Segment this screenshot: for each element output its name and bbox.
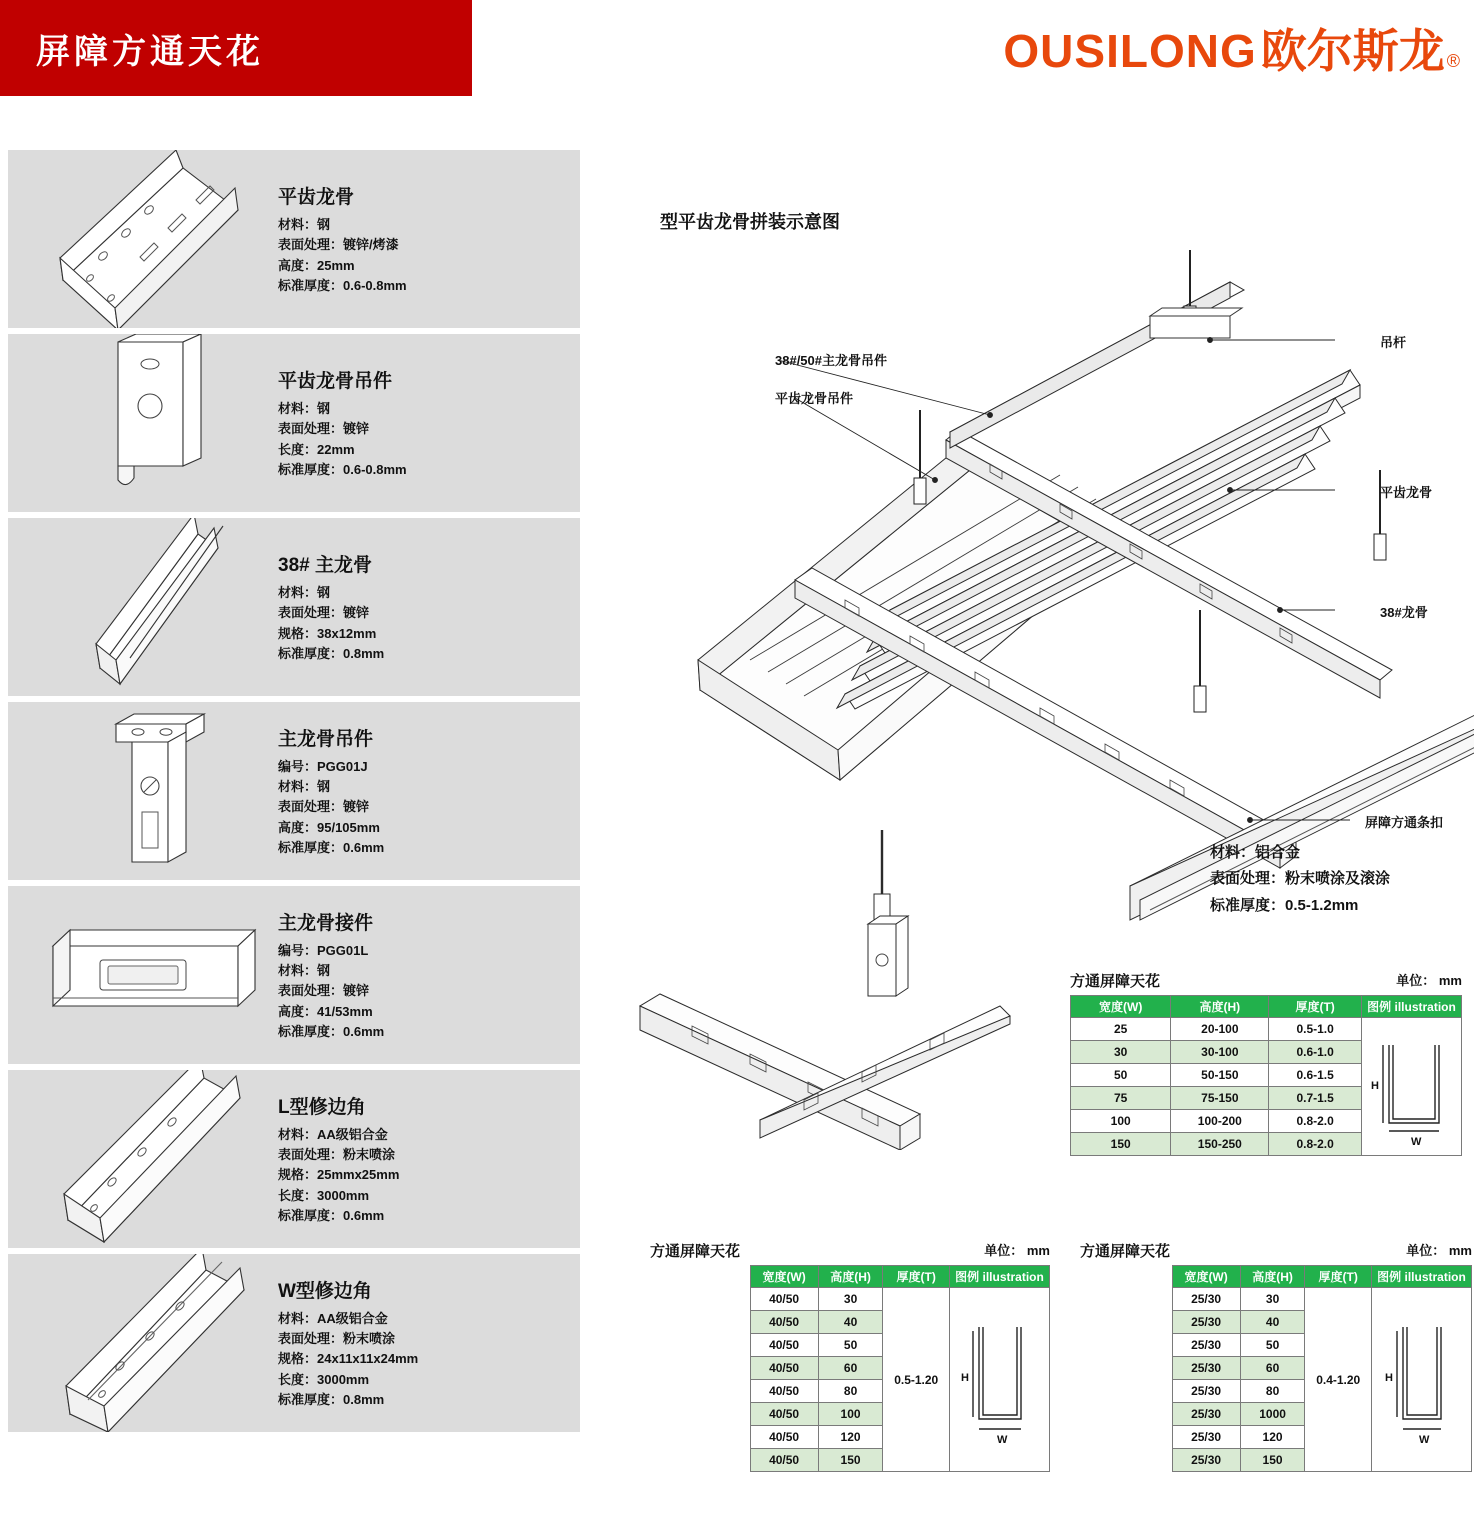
part-specs — [278, 941, 570, 1042]
cell-height: 120 — [1240, 1426, 1305, 1449]
cell-height: 40 — [1240, 1311, 1305, 1334]
part-card — [8, 518, 580, 696]
parts-list — [8, 150, 580, 1438]
cross-joint-detail-drawing — [600, 820, 1020, 1150]
cell-width: 40/50 — [750, 1449, 818, 1472]
part-title: 38# 主龙骨 — [278, 555, 372, 577]
part-spec-line: 表面处理：镀锌 — [278, 421, 370, 437]
column-header-thickness: 厚度(T) — [883, 1266, 950, 1288]
cell-width: 40/50 — [750, 1311, 818, 1334]
diagram-title: 型平齿龙骨拼装示意图 — [660, 212, 840, 232]
cell-blank — [1080, 1357, 1172, 1380]
part-specs — [278, 215, 570, 296]
part-spec-line: 材料：AA级铝合金 — [278, 1127, 388, 1143]
cell-height: 60 — [818, 1357, 883, 1380]
cell-height: 80 — [818, 1380, 883, 1403]
cell-height: 40 — [818, 1311, 883, 1334]
cell-width: 40/50 — [750, 1334, 818, 1357]
cell-blank — [1080, 1380, 1172, 1403]
part-spec-line: 标准厚度：0.6mm — [278, 839, 385, 855]
cell-height: 30 — [1240, 1288, 1305, 1311]
part-card — [8, 1254, 580, 1432]
table-caption: 方通屏障天花 — [650, 1243, 741, 1260]
table-unit: 单位： mm — [1396, 973, 1462, 988]
cell-height: 120 — [818, 1426, 883, 1449]
table-row — [1071, 1018, 1462, 1041]
cell-width: 25/30 — [1172, 1334, 1240, 1357]
part-spec-line: 标准厚度：0.8mm — [278, 1391, 385, 1407]
cell-width: 40/50 — [750, 1426, 818, 1449]
cell-height: 150 — [818, 1449, 883, 1472]
cell-height: 50 — [818, 1334, 883, 1357]
main-runner-icon — [8, 518, 278, 696]
part-specs — [278, 757, 570, 858]
cell-width: 25/30 — [1172, 1288, 1240, 1311]
part-spec-line: 材料：钢 — [278, 217, 331, 233]
part-title: 主龙骨接件 — [278, 913, 374, 935]
part-title: 平齿龙骨吊件 — [278, 371, 393, 393]
part-spec-line: 标准厚度：0.6mm — [278, 1207, 385, 1223]
cell-width: 25/30 — [1172, 1311, 1240, 1334]
svg-text:H: H — [1371, 1079, 1379, 1092]
cell-height: 30-100 — [1171, 1041, 1269, 1064]
cell-blank — [650, 1403, 750, 1426]
part-info — [278, 1092, 580, 1226]
part-spec-line: 表面处理：镀锌 — [278, 605, 370, 621]
table-header-row — [650, 1266, 1050, 1288]
cell-height: 1000 — [1240, 1403, 1305, 1426]
cell-blank — [650, 1380, 750, 1403]
cell-height: 50-150 — [1171, 1064, 1269, 1087]
panel-note-line: 材料：铝合金 — [1210, 844, 1301, 861]
cell-width: 30 — [1071, 1041, 1171, 1064]
table-caption: 方通屏障天花 — [1070, 973, 1161, 990]
part-info — [278, 366, 580, 480]
table-caption: 方通屏障天花 — [1080, 1243, 1171, 1260]
cell-blank — [1080, 1426, 1172, 1449]
part-spec-line: 长度：3000mm — [278, 1371, 370, 1387]
cell-blank — [1080, 1334, 1172, 1357]
part-info — [278, 182, 580, 296]
hanger-clip-icon — [8, 334, 278, 512]
cell-height: 50 — [1240, 1334, 1305, 1357]
part-title: W型修边角 — [278, 1281, 372, 1303]
cell-width: 25/30 — [1172, 1380, 1240, 1403]
cell-width: 40/50 — [750, 1357, 818, 1380]
table-unit: 单位： mm — [984, 1243, 1050, 1258]
part-spec-line: 编号：PGG01J — [278, 759, 368, 775]
cell-height: 75-150 — [1171, 1087, 1269, 1110]
cell-width: 75 — [1071, 1087, 1171, 1110]
spec-table-block-3 — [1080, 1240, 1472, 1472]
profile-illustration-icon — [1375, 1305, 1467, 1455]
column-header-height: 高度(H) — [818, 1266, 883, 1288]
part-info — [278, 550, 580, 664]
part-spec-line: 材料：AA级铝合金 — [278, 1311, 388, 1327]
part-specs — [278, 1309, 570, 1410]
cell-thickness: 0.7-1.5 — [1269, 1087, 1362, 1110]
assembly-diagram-area — [590, 150, 1474, 1510]
svg-text:W: W — [1419, 1433, 1430, 1446]
cell-thickness: 0.5-1.0 — [1269, 1018, 1362, 1041]
column-header-height: 高度(H) — [1240, 1266, 1305, 1288]
part-spec-line: 编号：PGG01L — [278, 943, 369, 959]
callout-furring-hanger: 平齿龙骨吊件 — [775, 391, 854, 406]
part-spec-line: 表面处理：粉末喷涂 — [278, 1331, 396, 1347]
column-header-width: 宽度(W) — [1071, 996, 1171, 1018]
cell-height: 100 — [818, 1403, 883, 1426]
part-title: L型修边角 — [278, 1097, 366, 1119]
cell-blank — [650, 1311, 750, 1334]
profile-illustration-icon — [953, 1305, 1045, 1455]
cell-width: 50 — [1071, 1064, 1171, 1087]
part-spec-line: 标准厚度：0.6mm — [278, 1023, 385, 1039]
part-card — [8, 886, 580, 1064]
svg-text:H: H — [961, 1371, 969, 1384]
cell-width: 25/30 — [1172, 1449, 1240, 1472]
part-card — [8, 1070, 580, 1248]
cell-thickness: 0.8-2.0 — [1269, 1133, 1362, 1156]
page-title: 屏障方通天花 — [36, 32, 264, 71]
brand-area — [472, 0, 1482, 96]
part-spec-line: 高度：95/105mm — [278, 819, 380, 835]
part-specs — [278, 583, 570, 664]
part-spec-line: 规格：38x12mm — [278, 625, 377, 641]
part-spec-line: 高度：25mm — [278, 257, 355, 273]
part-spec-line: 长度：22mm — [278, 441, 355, 457]
cell-width: 100 — [1071, 1110, 1171, 1133]
cell-blank — [650, 1334, 750, 1357]
part-info — [278, 1276, 580, 1410]
cell-width: 25/30 — [1172, 1426, 1240, 1449]
page-header — [0, 0, 1482, 96]
part-specs — [278, 1125, 570, 1226]
cell-height: 80 — [1240, 1380, 1305, 1403]
callout-hanger-rod: 吊杆 — [1380, 335, 1407, 350]
part-title: 主龙骨吊件 — [278, 729, 374, 751]
part-spec-line: 表面处理：镀锌 — [278, 799, 370, 815]
part-spec-line: 表面处理：镀锌/烤漆 — [278, 237, 399, 253]
part-spec-line: 标准厚度：0.8mm — [278, 645, 385, 661]
cell-width: 40/50 — [750, 1288, 818, 1311]
part-specs — [278, 399, 570, 480]
cell-thickness: 0.4-1.20 — [1305, 1288, 1372, 1472]
cell-blank — [1080, 1288, 1172, 1311]
spec-table — [1070, 995, 1462, 1156]
cell-illustration — [950, 1288, 1050, 1472]
table-row — [650, 1288, 1050, 1311]
column-header-illustration: 图例 illustration — [1362, 996, 1462, 1018]
spec-table — [650, 1265, 1050, 1472]
column-header-thickness: 厚度(T) — [1305, 1266, 1372, 1288]
part-card — [8, 702, 580, 880]
part-spec-line: 规格：24x11x11x24mm — [278, 1351, 419, 1367]
column-header-thickness: 厚度(T) — [1269, 996, 1362, 1018]
profile-illustration-icon — [1365, 1023, 1457, 1151]
part-spec-line: 高度：41/53mm — [278, 1003, 373, 1019]
column-header-width: 宽度(W) — [1172, 1266, 1240, 1288]
cell-height: 20-100 — [1171, 1018, 1269, 1041]
svg-text:H: H — [1385, 1371, 1393, 1384]
part-info — [278, 908, 580, 1042]
table-unit: 单位： mm — [1406, 1243, 1472, 1258]
part-spec-line: 长度：3000mm — [278, 1187, 370, 1203]
panel-note-line: 表面处理：粉末喷涂及滚涂 — [1210, 870, 1391, 888]
column-header-blank — [1080, 1266, 1172, 1288]
w-angle-trim-icon — [8, 1254, 278, 1432]
part-spec-line: 材料：钢 — [278, 779, 331, 795]
runner-splice-icon — [8, 886, 278, 1064]
cell-blank — [1080, 1449, 1172, 1472]
spec-table-block-2 — [650, 1240, 1050, 1472]
table-header-row — [1080, 1266, 1472, 1288]
part-spec-line: 材料：钢 — [278, 585, 331, 601]
part-spec-line: 表面处理：镀锌 — [278, 983, 370, 999]
column-header-height: 高度(H) — [1171, 996, 1269, 1018]
table-row — [1080, 1288, 1472, 1311]
cell-illustration — [1372, 1288, 1472, 1472]
spec-table-block-1 — [1070, 970, 1462, 1156]
cell-thickness: 0.6-1.0 — [1269, 1041, 1362, 1064]
brand-name-en: OUSILONG — [1003, 25, 1257, 77]
cell-thickness: 0.8-2.0 — [1269, 1110, 1362, 1133]
svg-text:W: W — [1411, 1135, 1422, 1148]
cell-width: 25 — [1071, 1018, 1171, 1041]
cell-illustration — [1362, 1018, 1462, 1156]
column-header-illustration: 图例 illustration — [1372, 1266, 1472, 1288]
callout-flat-tooth-runner: 平齿龙骨 — [1380, 485, 1433, 500]
cell-height: 30 — [818, 1288, 883, 1311]
column-header-illustration: 图例 illustration — [950, 1266, 1050, 1288]
part-card — [8, 150, 580, 328]
cell-width: 40/50 — [750, 1380, 818, 1403]
part-spec-line: 材料：钢 — [278, 963, 331, 979]
part-spec-line: 标准厚度：0.6-0.8mm — [278, 461, 407, 477]
panel-note-line: 标准厚度：0.5-1.2mm — [1210, 896, 1359, 914]
part-title: 平齿龙骨 — [278, 187, 355, 209]
svg-text:W: W — [997, 1433, 1008, 1446]
cell-height: 150 — [1240, 1449, 1305, 1472]
registered-trademark-icon: ® — [1446, 51, 1460, 71]
cell-width: 25/30 — [1172, 1403, 1240, 1426]
brand-logo — [1003, 15, 1460, 81]
cell-width: 40/50 — [750, 1403, 818, 1426]
part-info — [278, 724, 580, 858]
main-runner-hanger-icon — [8, 702, 278, 880]
cell-blank — [650, 1357, 750, 1380]
part-spec-line: 规格：25mmx25mm — [278, 1167, 400, 1183]
cell-thickness: 0.5-1.20 — [883, 1288, 950, 1472]
l-angle-trim-icon — [8, 1070, 278, 1248]
cell-height: 100-200 — [1171, 1110, 1269, 1133]
channel-furring-icon — [8, 150, 278, 328]
cell-blank — [1080, 1311, 1172, 1334]
cell-thickness: 0.6-1.5 — [1269, 1064, 1362, 1087]
cell-width: 25/30 — [1172, 1357, 1240, 1380]
callout-main-runner-hanger: 38#/50#主龙骨吊件 — [775, 353, 887, 368]
spec-table — [1080, 1265, 1472, 1472]
column-header-blank — [650, 1266, 750, 1288]
cell-blank — [1080, 1403, 1172, 1426]
part-spec-line: 表面处理：粉末喷涂 — [278, 1147, 396, 1163]
cell-height: 150-250 — [1171, 1133, 1269, 1156]
cell-blank — [650, 1288, 750, 1311]
brand-name-cn: 欧尔斯龙 — [1260, 25, 1445, 77]
callout-runner-38: 38#龙骨 — [1380, 605, 1428, 620]
part-spec-line: 材料：钢 — [278, 401, 331, 417]
panel-material-note — [1210, 840, 1390, 919]
cell-width: 150 — [1071, 1133, 1171, 1156]
cell-blank — [650, 1426, 750, 1449]
cell-height: 60 — [1240, 1357, 1305, 1380]
column-header-width: 宽度(W) — [750, 1266, 818, 1288]
callout-baffle-strip: 屏障方通条扣 — [1365, 815, 1444, 830]
cell-blank — [650, 1449, 750, 1472]
table-header-row — [1071, 996, 1462, 1018]
part-card — [8, 334, 580, 512]
part-spec-line: 标准厚度：0.6-0.8mm — [278, 277, 407, 293]
